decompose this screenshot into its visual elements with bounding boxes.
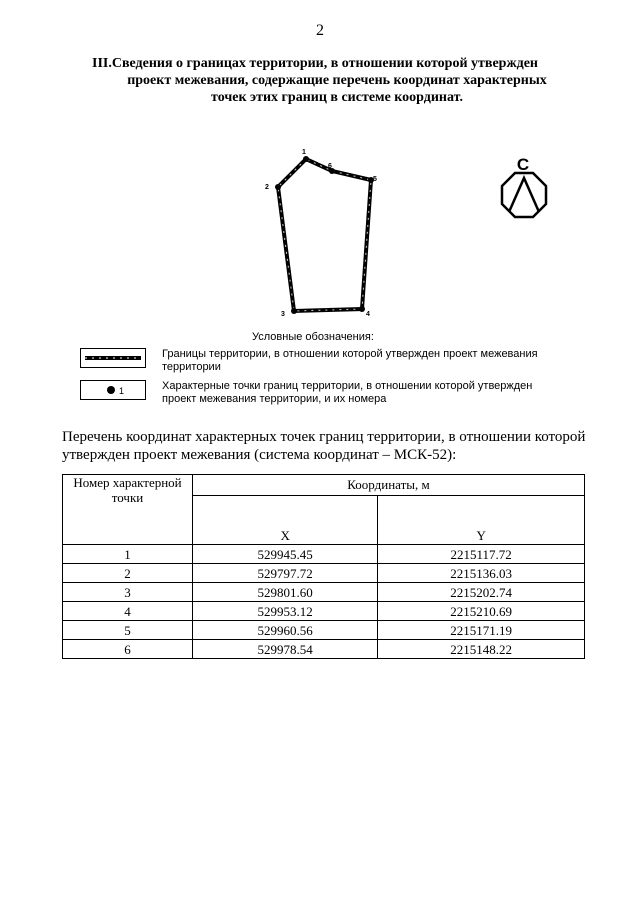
table-row [63, 602, 585, 621]
cell-point-number: 2 [63, 564, 193, 583]
cell-point-number: 3 [63, 583, 193, 602]
cell-point-number: 5 [63, 621, 193, 640]
boundary-point-1 [303, 156, 309, 162]
cell-point-number: 1 [63, 545, 193, 564]
cell-point-number: 6 [63, 640, 193, 659]
point-label-2: 2 [265, 184, 269, 191]
cell-x: 529960.56 [193, 621, 378, 640]
coordinates-table [62, 474, 585, 659]
point-label-3: 3 [281, 311, 285, 318]
boundary-point-2 [275, 184, 281, 190]
point-symbol-swatch-icon [80, 380, 146, 400]
coordinates-intro: Перечень координат характерных точек границ территории, в отношении которой утвержден проект межевания (система координат – МСК-52): [62, 429, 586, 463]
page-number: 2 [316, 22, 324, 39]
header-coordinates: Координаты, м [193, 475, 585, 496]
point-label-4: 4 [366, 311, 370, 318]
table-row [63, 545, 585, 564]
cell-y: 2215202.74 [378, 583, 585, 602]
legend-title: Условные обозначения: [252, 331, 374, 343]
legend-boundary-text: Границы территории, в отношении которой утвержден проект межевания территории [162, 348, 538, 373]
heading-line-2: проект межевания, содержащие перечень координат характерных [127, 73, 547, 88]
table-row [63, 564, 585, 583]
point-label-6: 6 [328, 163, 332, 170]
cell-x: 529797.72 [193, 564, 378, 583]
boundary-point-4 [359, 306, 365, 312]
table-row [63, 640, 585, 659]
heading-line-3: точек этих границ в системе координат. [211, 90, 463, 105]
table-row [63, 621, 585, 640]
north-label: С [516, 155, 530, 174]
boundary-diagram [0, 140, 640, 330]
cell-y: 2215117.72 [378, 545, 585, 564]
cell-x: 529945.45 [193, 545, 378, 564]
cell-x: 529953.12 [193, 602, 378, 621]
boundary-line-swatch-icon [80, 348, 146, 368]
cell-y: 2215210.69 [378, 602, 585, 621]
boundary-polygon [278, 159, 371, 311]
north-arrow-icon [502, 155, 546, 217]
point-label-5: 5 [373, 176, 377, 183]
point-label-1: 1 [302, 149, 306, 156]
legend-point-symbol-label: 1 [119, 386, 125, 396]
boundary-point-3 [291, 308, 297, 314]
heading-line-1: III.Сведения о границах территории, в отношении которой утвержден [92, 56, 538, 71]
table-row [63, 583, 585, 602]
cell-x: 529978.54 [193, 640, 378, 659]
cell-y: 2215136.03 [378, 564, 585, 583]
header-x: X [193, 496, 378, 545]
header-y: Y [378, 496, 585, 545]
cell-point-number: 4 [63, 602, 193, 621]
cell-x: 529801.60 [193, 583, 378, 602]
cell-y: 2215171.19 [378, 621, 585, 640]
header-point-number: Номер характерной точки [63, 475, 193, 545]
section-heading [92, 55, 582, 106]
cell-y: 2215148.22 [378, 640, 585, 659]
legend-points-text: Характерные точки границ территории, в отношении которой утвержден проект межевания территории, и их номера [162, 380, 533, 405]
